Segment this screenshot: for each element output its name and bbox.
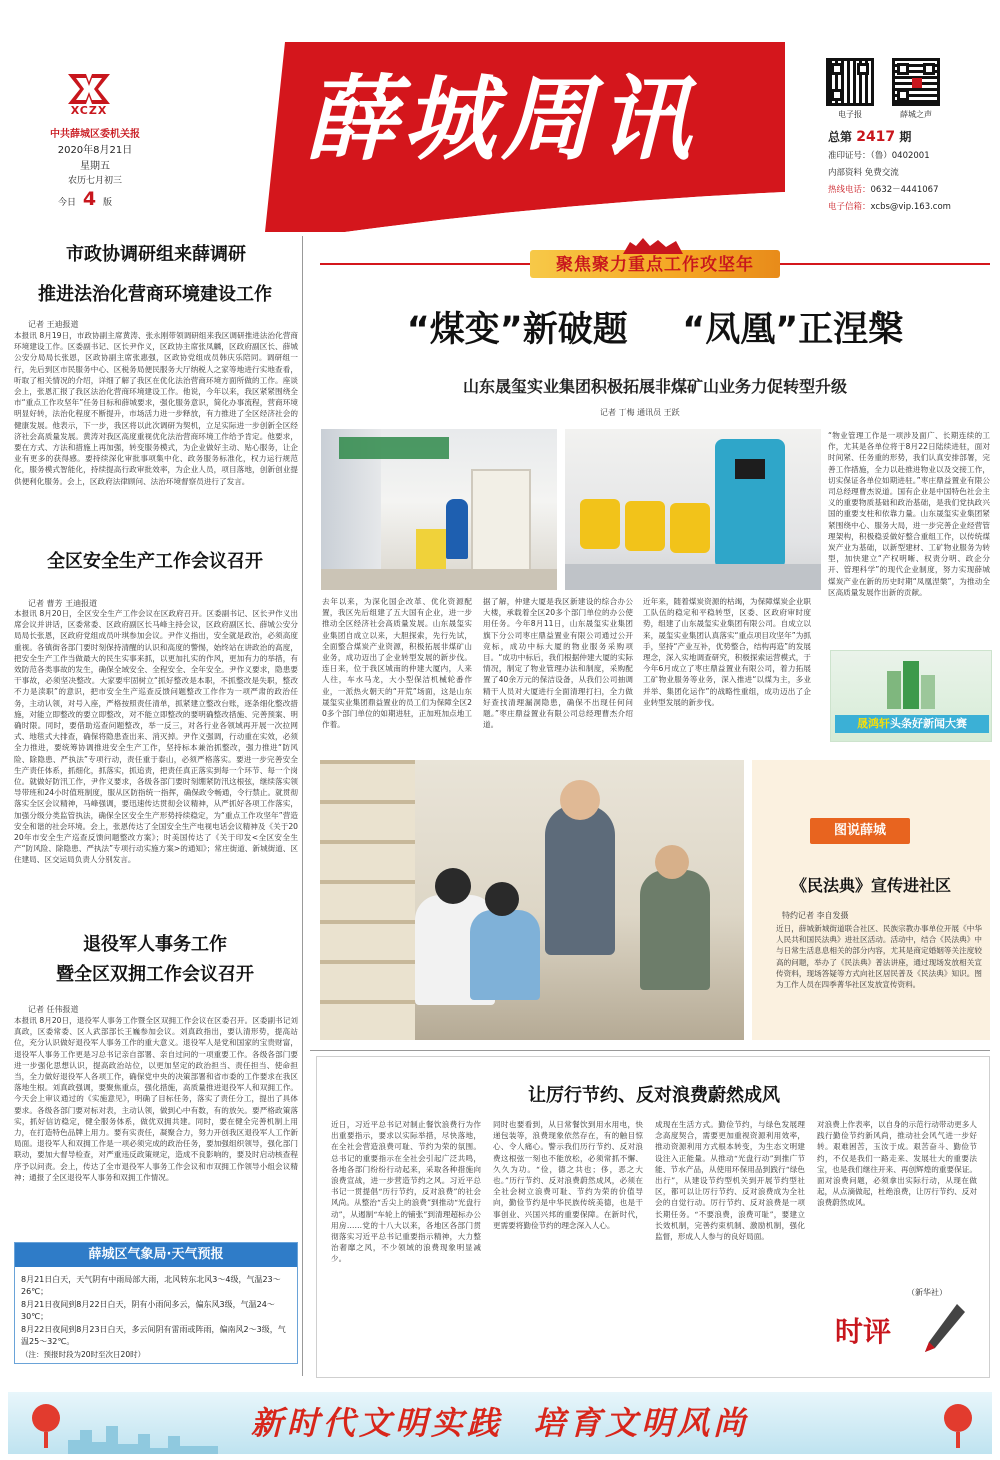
photo-office-corridor	[321, 429, 557, 590]
issue-date: 2020年8月21日	[57, 145, 133, 156]
hotline-label: 热线电话：	[828, 185, 871, 195]
editorial-top-rule	[310, 1050, 990, 1051]
pen-icon	[917, 1302, 967, 1358]
permit-number: 准印证号：（鲁）0402001	[828, 151, 930, 161]
editorial-box	[316, 1056, 990, 1378]
tushuo-title: 《民法典》宣传进社区	[790, 876, 951, 895]
tushuo-byline: 特约记者 李自发摄	[782, 911, 849, 920]
lantern-right-icon	[938, 1396, 978, 1450]
article1-title-line2: 推进法治化营商环境建设工作	[38, 284, 272, 305]
article1-title-line1: 市政协调研组来薛调研	[66, 244, 246, 265]
weather-line2: 8月21日夜间到8月22日白天，阴有小雨间多云，偏东风3级，气温24～30℃；	[21, 1300, 275, 1321]
article2-title: 全区安全生产工作会议召开	[47, 551, 263, 572]
headline-right: “凤凰”正涅槃	[682, 310, 904, 350]
masthead-title: 薛城周讯	[305, 65, 698, 173]
page-count-prefix: 今日	[58, 198, 77, 208]
article1-body: 本报讯 8月19日，市政协副主席黄涛、张永刚带领调研组来我区调研推进法治化营商环境建设工作。区委副书记、区长尹作义，区政协主席张凤麟，区政府副区长、薛城公安分局局长张恩，区政协副主席张惠强，区政协党组成员韩庆乐陪同。调研组一行，先后到区市民服务中心、区税务局便民服务大厅纳税人之家等地进行实地查看，听取了相关情况的介绍，详细了解了我区在优化法治营商环境方面所做的工作。座谈会上，张恩汇报了我区法治化营商环境建设工作。他说，今年以来，我区紧紧围绕全市“重点工作攻坚年”任务目标和薛城要求，强化服务意识，简化办事流程，营商环境明显好转，法治化程度不断提升，市场活力进一步释放，有力推进了全区经济社会的健康发展。他表示，下一步，我区将以此次调研为契机，立足实际进一步创新全区经济社会高质量发展。黄涛对我区高度重视优化法治营商环境工作给予肯定。他要求，要在方式、方法和措施上再加强，转变服务模式，为企业做好主动、贴心服务，让企业有更多的获得感。要持续深化审批事项集中化、政务服务标准化，权力运行规范化，服务模式智能化，持续提高行政审批效率，为企业人员，项目落地，创新创业提供便利化服务。会上，区政府法律顾问、法治环境督察员进行了发言。	[14, 331, 298, 486]
editorial-tag	[827, 1302, 977, 1362]
article3-body: 本报讯 8月20日，退役军人事务工作暨全区双拥工作会议在区委召开。区委副书记刘真政，区委常委、区人武部部长王巍参加会议。刘真政指出，要认清形势，提高站位，充分认识做好退役军人事务工作的重大意义。退役军人是党和国家的宝贵财富，退役军人事务工作更是习总书记亲自部署、亲自过问的一项重要工作。各级各部门要进一步强化思想认识，提高政治站位，以更加坚定的政治担当、责任担当、使命担当，全力做好退役军人各项工作，确保党中央的决策部署和省市委的工作要求在我区落地生根。刘真政强调，要聚焦重点，强化措施，高质量推进退役军人和双拥工作。今天会上审议通过的《实施意见》，明确了目标任务，落实了责任分工，提出了具体要求。各级各部门要对标对表，主动认领，做到心中有数，有的放矢。要严格政策落实，抓好信访稳定，健全服务体系，做优双拥共建。同时，要在健全完善机制上用力，在打造特色品牌上用力。要有实责任，凝聚合力，努力开创我区退役军人工作新局面。退役军人和双拥工作是一项必须完成的政治任务，要加强组织领导，强化部门联动，要加大督导检查，对严重违反政策规定，造成不良影响的，要及时启动核查程序予以问责。会上，传达了全市退役军人事务工作会议和市双拥工作领导小组会议精神；通报了全区退役军人事务和双拥工作情况。	[14, 1016, 298, 1182]
article1-byline: 记者 王迪报道	[28, 320, 79, 329]
footer-slogan: 新时代文明实践 培育文明风尚	[250, 1404, 750, 1442]
feature-byline: 记者 丁梅 通讯员 王跃	[600, 408, 680, 417]
hotline	[828, 183, 998, 195]
photo-community-event	[320, 760, 744, 1040]
masthead	[0, 0, 1000, 230]
email	[828, 200, 998, 212]
article3-title-line2: 暨全区双拥工作会议召开	[56, 964, 254, 985]
banner-text: 聚焦聚力重点工作攻坚年	[556, 255, 754, 275]
hotline-value: 0632－4441067	[870, 185, 939, 195]
left-column-divider	[302, 236, 303, 1376]
editorial-tag-text: 时评	[835, 1315, 892, 1348]
ad-subtitle: 头条好新闻大赛	[890, 717, 967, 730]
email-label: 电子信箱：	[828, 202, 871, 212]
article3-byline: 记者 任伟报道	[28, 1005, 79, 1014]
weather-line3: 8月22日夜间到8月23日白天，多云间阴有雷雨或阵雨，偏南风2～3级，气温25～32℃。	[21, 1325, 286, 1346]
qr-code-epaper-icon	[826, 58, 874, 106]
issue-prefix: 总第	[828, 130, 853, 144]
issue-suffix: 期	[899, 130, 912, 144]
article2-body: 本报讯 8月20日，全区安全生产工作会议在区政府召开。区委副书记、区长尹作义出席会议并讲话，区委常委、区政府副区长马峰主持会议，区政府副区长、薛城公安分局局长张恩，区政府党组成员叶琪参加会议。尹作义指出，安全就是政治，必须高度重视。各镇街各部门要时刻保持清醒的认识和高度的警惕，始终站在讲政治的高度，把安全生产工作当做最大的民生实事来抓，以更加扎实的作风，更加有力的举措，有效防范各类事故的发生，确保全域安全、全程安全、全年安全。尹作义要求，隐患要干事故，必须坚决整改。大家要牢固树立“抓好整改是本职，不抓整改是失职，整改不力是渎职”的意识，把市安全生产巡查反馈问题整改工作作为一项严肃的政治任务，主动认领，对号入座，严格按照责任清单，抓紧建立整改台账，逐条细化整改措施，对能立即整改的要立即整改，对不能立即整改的要明确整改措施、完善预案、明确时限。同时，要借助巡查问题整改，举一反三，对各行业各领域再开展一次拉网式、地毯式大排查，确保将隐患查出来、消灭掉。尹作义强调，行动重在实效，必须全力推进，要统筹协调推进安全生产工作，坚持标本兼治抓整改，强力推进“防风险、除隐患、严执法”专项行动，责任重于泰山，必须严格落实。要进一步完善安全生产责任体系，抓细化，抓落实，抓追责，把责任真正落实到每一个环节、每一个岗位。就做好防汛工作，尹作义要求，各级各部门要时刻绷紧防汛这根弦，继续落实领导带班和24小时值班制度，服从区防指统一指挥，确保政令畅通，令行禁止。就贯彻落实全区会议精神，马峰强调，要迅速传达贯彻会议精神，从严抓好各项工作落实，加强分级分类监管执法，确保全区安全生产形势持续稳定，为“重点工作攻坚年”营造安全和谐的社会环境。会上，张恩传达了全国安全生产电视电话会议精神及《关于2020年市安全生产巡查反馈问题整改方案》；时美国传达了《关于印发<全区安全生产“防风险、除隐患、严执法”专项行动实施方案>的通知》；常庄街道、新城街道、区住建局、区交运局负责人分别发言。	[14, 609, 298, 865]
weather-note: （注：预报时段为20时至次日20时）	[21, 1350, 146, 1359]
weekday: 星期五	[80, 161, 110, 172]
headline-left: “煤变”新破题	[406, 310, 628, 350]
issue-number	[828, 128, 988, 145]
ad-banner	[830, 650, 992, 742]
editorial-author: （新华社）	[907, 1288, 947, 1297]
page-count-suffix: 版	[103, 198, 113, 208]
page-count	[58, 188, 138, 210]
editorial-col4: 对浪费上作表率，以自身的示范行动带动更多人践行勤俭节约新风尚，推动社会风气进一步好转。艰难困苦，玉汝于成。艰苦奋斗、勤俭节约，不仅是我们一路走来、发展壮大的重要法宝，也是我们继往开来、再创辉煌的重要保证。面对浪费问题，必须拿出实际行动，从现在做起，从点滴做起，杜绝浪费，让厉行节约、反对浪费蔚然成风。	[817, 1120, 977, 1208]
article3-title-line1: 退役军人事务工作	[83, 934, 227, 955]
weather-line1: 8月21日白天，天气阴有中雨局部大雨，北风转东北风3～4级，气温23～26℃；	[21, 1275, 281, 1296]
photo-cleaning-equipment	[565, 429, 821, 590]
issue-value: 2417	[856, 129, 896, 145]
masthead-title-block	[265, 42, 785, 232]
editorial-title: 让厉行节约、反对浪费蔚然成风	[528, 1085, 780, 1106]
ad-text	[835, 715, 989, 733]
editorial-col3: 成现在生活方式。勤俭节约，与绿色发展理念高度契合，需要更加重视资源利用效率，推动资源利用方式根本转变，为生态文明建设注入正能量。从推动“光盘行动”到推广节能、节水产品，从使用环保用品到践行“绿色出行”，从建设节约型机关到开展节约型社区，都可以让厉行节约、反对浪费成为全社会的自觉行动。厉行节约、反对浪费是一项长期任务。“不要浪费，浪费可耻”，要建立长效机制，完善约束机制、激励机制，强化监督，形成人人参与的良好局面。	[655, 1120, 805, 1242]
tushuo-label: 图说薛城	[810, 818, 910, 844]
editorial-col2: 同时也要看到，从日常餐饮到用水用电，快递包装等，浪费现象依然存在，有的触目惊心、令人痛心。警示我们历行节约、反对浪费这根弦一刻也不能放松，必须常抓不懈、久久为功。“俭，德之共也；侈，恶之大也。”历行节约、反对浪费蔚然成风，必须在全社会树立浪费可耻、节约为荣的价值导向，勤俭节约是中华民族传统美德，也是干事创业、兴国兴邦的重要保障。在新时代，更需要将勤俭节约的理念深入人心。	[493, 1120, 643, 1230]
feature-col1: 去年以来，为深化国企改革、优化资源配置，我区先后组建了五大国有企业，进一步推动全区经济社会高质量发展。山东晟玺实业集团自成立以来，大胆探索，先行先试，全面整合煤炭产业资源，积极拓展非煤矿山业务，成功迈出了企业转型发展的新步伐。连日来，位于我区城南的仲建大厦内，人来人往，车水马龙，大小型保洁机械轮番作业，一派热火朝天的“开荒”场面，这是山东晟玺实业集团鼎益置业的员工们为保障全区20多个部门单位的如期进驻，正加班加点地工作着。	[322, 597, 472, 730]
editorial-col1: 近日，习近平总书记对制止餐饮浪费行为作出重要指示，要求以实际举措，尽快落地，在全社会营造浪费可耻、节约为荣的氛围。总书记的重要指示在全社会引起广泛共鸣，各地各部门纷纷行动起来，采取各种措施向浪费宣战，进一步营造节约之风。习近平总书记一贯提倡“历行节约，反对浪费”的社会风尚。从整治“舌尖上的浪费”到推动“光盘行动”，从遏制“车轮上的铺张”到清理超标办公用房……党的十八大以来，各地区各部门贯彻落实习近平总书记重要指示精神，大力整治奢靡之风，不少领域的浪费现象明显减少。	[331, 1120, 481, 1264]
tushuo-body: 近日，薛城新城街道联合社区、民族宗教办事单位开展《中华人民共和国民法典》进社区活动。活动中，结合《民法典》中与日常生活息息相关的部分内容，尤其是商定婚姻等关注度较高的问题，举办了《民法典》普法讲座，通过现场发放相关宣传资料，现场答疑等方式向社区居民普及《民法典》知识。图为工作人员在四季菁华社区发放宣传资料。	[776, 924, 982, 990]
feature-subheadline: 山东晟玺实业集团积极拓展非煤矿山业务力促转型升级	[462, 377, 847, 396]
qr-code-voice-icon	[892, 58, 940, 106]
tushuo-box	[752, 760, 990, 1040]
footer-banner	[8, 1392, 992, 1454]
article2-byline: 记者 曹芳 王迪报道	[28, 599, 98, 608]
publisher: 中共薛城区委机关报	[50, 129, 140, 140]
email-value: xcbs@vip.163.com	[870, 202, 951, 212]
internal-note: 内部资料 免费交流	[828, 168, 899, 178]
weather-title: 薛城区气象局·天气预报	[15, 1243, 297, 1267]
feature-col4: “物业管理工作是一项涉及面广、长期连续的工作，尤其是各单位将于8月22日陆续进驻，面对时间紧、任务重的形势，我们认真安排部署，完善工作措施，全力以赴推进物业以及交接工作，切实保证各单位如期进驻。”枣庄鼎益置业有限公司总经理曹杰说道。国有企业是中国特色社会主义的重要物质基础和政治基础，是我们党执政兴国的重要支柱和依靠力量。山东晟玺实业集团紧紧围绕中心、服务大局，进一步完善企业经营管理架构，积极稳妥做好整合重组工作，以传统煤炭产业为基础，以新型建材、工矿物业服务为转型，加快建立“产权明晰、权责分明、政企分开、管理科学”的现代企业制度，努力实现薛城煤炭产业在新的历史时期“凤凰涅槃”，为推动全区高质量发展作出新的贡献。	[828, 431, 990, 597]
page-count-number: 4	[82, 188, 97, 210]
lunar-date: 农历七月初三	[67, 176, 122, 186]
ad-brand: 晟鸿轩	[857, 717, 890, 730]
qr2-label: 薛城之声	[900, 110, 932, 119]
feature-headline	[320, 300, 990, 360]
paper-logo-icon	[62, 72, 116, 106]
feature-col2: 据了解，仲建大厦是我区新建设的综合办公大楼，承载着全区20多个部门单位的办公使用任务。今年8月11日，山东晟玺实业集团旗下分公司枣庄鼎益置业有限公司通过公开竞标，成功中标大厦的物业服务采购项目。“成功中标后，我们根据仲建大厦的实际情况，制定了物业管理办法和制度，采购配置了40余万元的保洁设备，从我们公司抽调精干人员对大厦进行全面清理打扫，全力做好查找清理漏洞隐患，确保不出现任何问题。”枣庄鼎益置业有限公司总经理曹杰介绍道。	[483, 597, 633, 730]
feature-banner	[320, 238, 990, 290]
feature-col3: 近年来，随着煤炭资源的枯竭，为保障煤炭企业职工队伍的稳定和平稳转型，区委、区政府审时度势，组建了山东晟玺实业集团有限公司。自成立以来，晟玺实业集团认真落实“重点项目攻坚年”为抓手，坚持“产业互补，优势整合，结构再造”的发展理念，深入实地调查研究，积极探索运营模式，于今年6月成立了枣庄鼎益置业有限公司，着力拓展工矿物业服务等业务，深入推进“以煤为主，多业并举、集团化运作”的战略性重组，成功迈出了企业转型发展的新步伐。	[643, 597, 811, 707]
qr1-label: 电子报	[838, 110, 862, 119]
weather-box	[14, 1242, 298, 1364]
logo-text: XCZX	[70, 104, 108, 117]
